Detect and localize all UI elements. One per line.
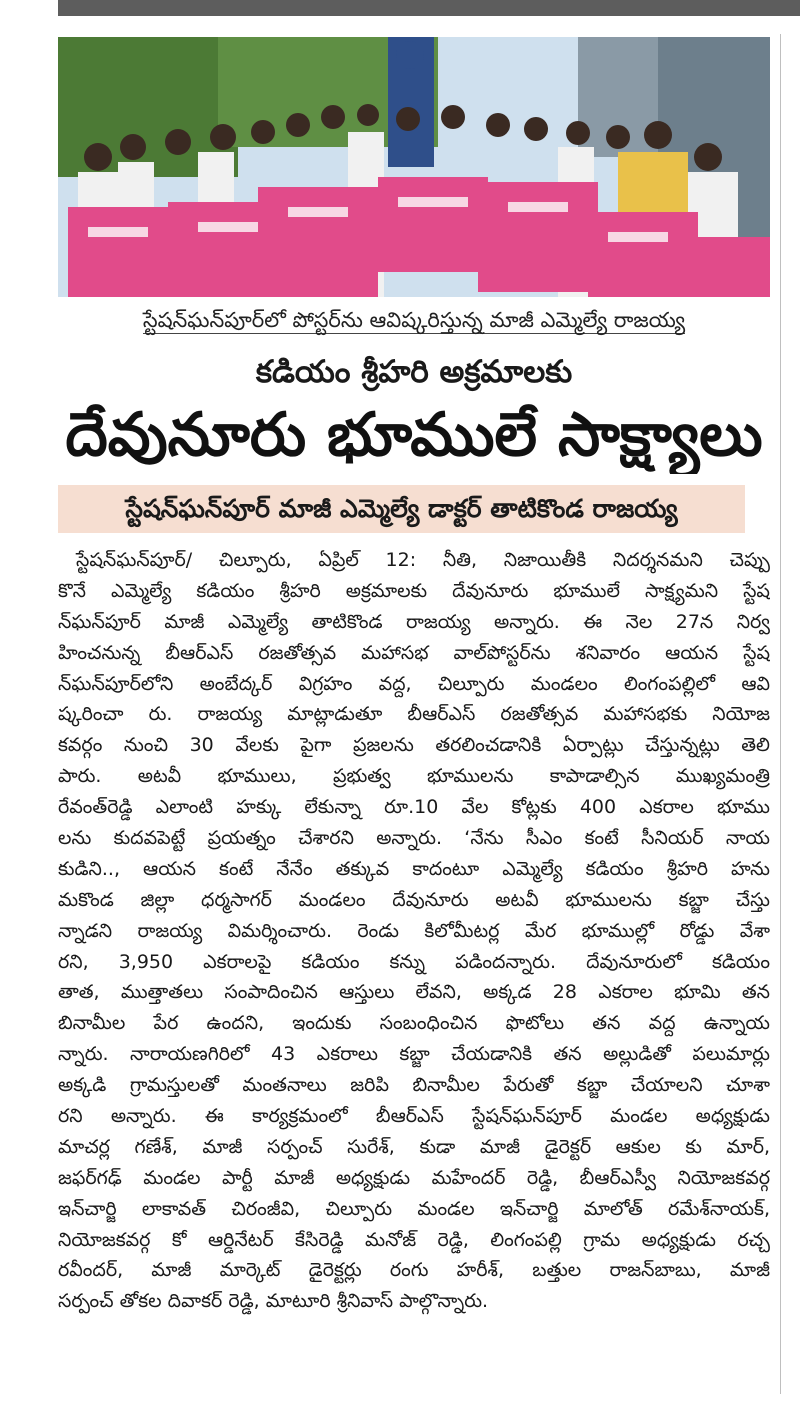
body-line: న్‌ఘన్‌పూర్ మాజీ ఎమ్మెల్యే తాటికొండ రాజయ్య అన్నారు. ఈ నెల 27న నిర్వ xyxy=(58,610,770,633)
body-line: బినామీల పేర ఉందని, ఇందుకు సంబంధించిన ఫొటోలు తన వద్ద ఉన్నాయ xyxy=(58,1012,770,1035)
body-line: పారు. అటవీ భూములు, ప్రభుత్వ భూములను కాపాడాల్సిన ముఖ్యమంత్రి xyxy=(58,765,770,788)
news-photo xyxy=(58,37,770,297)
body-line: కవర్గం నుంచి 30 వేలకు పైగా ప్రజలను తరలించడానికి ఏర్పాట్లు చేస్తున్నట్లు తెలి xyxy=(58,734,770,757)
body-line: అక్కడి గ్రామస్తులతో మంతనాలు జరిపి బినామీల పేరుతో కబ్జా చేయాలని చూశా xyxy=(58,1074,770,1097)
body-line: కుడిని.., ఆయన కంటే నేనేం తక్కువ కాదంటూ ఎమ్మెల్యే కడియం శ్రీహరి హను xyxy=(58,857,770,880)
body-line: కొనే ఎమ్మెల్యే కడియం శ్రీహరి అక్రమాలకు దేవునూరు భూములే సాక్ష్యమని స్టేష xyxy=(58,579,770,602)
body-line: న్నారు. నారాయణగిరిలో 43 ఎకరాలు కబ్జా చేయడానికి తన అల్లుడితో పలుమార్లు xyxy=(58,1043,770,1066)
photo-caption xyxy=(58,302,770,338)
caption-text: స్టేషన్‌ఘన్‌పూర్‌లో పోస్టర్‌ను ఆవిష్కరిస్తున్న మాజీ ఎమ్మెల్యే రాజయ్య xyxy=(142,308,686,332)
body-line: హించనున్న బీఆర్ఎస్ రజతోత్సవ మహాసభ వాల్‌పోస్టర్‌ను శనివారం ఆయన స్టేష xyxy=(58,641,770,664)
body-line: స్టేషన్‌ఘన్‌పూర్/ చిల్పూరు, ఏప్రిల్ 12: నీతి, నిజాయితీకి నిదర్శనమని చెప్పు xyxy=(76,549,770,571)
body-line: నియోజకవర్గ కో ఆర్డినేటర్ కేసిరెడ్డి మనోజ్ రెడ్డి, లింగంపల్లి గ్రామ అధ్యక్షుడు రచ్చ xyxy=(58,1228,770,1251)
main-headline: దేవునూరు భూములే సాక్ష్యాలు xyxy=(65,400,763,470)
body-line: ఇన్‌చార్జి లాకావత్ చిరంజీవి, చిల్పూరు మండల ఇన్‌చార్జి మాలోత్ రమేశ్‌నాయక్, xyxy=(58,1197,770,1220)
kicker-headline: కడియం శ్రీహరి అక్రమాలకు xyxy=(255,354,573,390)
body-line: న్నాడని రాజయ్య విమర్శించారు. రెండు కిలోమీటర్ల మేర భూముల్లో రోడ్డు వేశా xyxy=(58,919,770,942)
body-line: సర్పంచ్ తోకల దివాకర్ రెడ్డి, మాటూరి శ్రీనివాస్ పాల్గొన్నారు. xyxy=(58,1290,489,1313)
body-line: న్‌ఘన్‌పూర్‌లోని అంబేద్కర్ విగ్రహం వద్ద, చిల్పూరు మండలం లింగంపల్లిలో ఆవి xyxy=(58,672,770,695)
subheadline: స్టేషన్‌ఘన్‌పూర్ మాజీ ఎమ్మెల్యే డాక్టర్ తాటికొండ రాజయ్య xyxy=(58,485,745,533)
column-rule xyxy=(780,34,781,1394)
body-line: మకొండ జిల్లా ధర్మసాగర్ మండలం దేవునూరు అటవీ భూములను కబ్జా చేస్తు xyxy=(58,888,770,911)
body-line: తాత, ముత్తాతలు సంపాదించిన ఆస్తులు లేవని, అక్కడ 28 ఎకరాల భూమి తన xyxy=(58,981,770,1004)
body-line: మాచర్ల గణేశ్, మాజీ సర్పంచ్ సురేశ్, కుడా మాజీ డైరెక్టర్ ఆకుల కు మార్, xyxy=(58,1135,770,1158)
body-line: రని, 3,950 ఎకరాలపై కడియం కన్ను పడిందన్నారు. దేవునూరులో కడియం xyxy=(58,950,770,973)
photo-icon xyxy=(58,37,770,297)
article-body xyxy=(58,545,770,1317)
body-line: లను కుదవపెట్టే ప్రయత్నం చేశారని అన్నారు. ‘నేను సీఎం కంటే సీనియర్ నాయ xyxy=(58,827,770,850)
body-line: రని అన్నారు. ఈ కార్యక్రమంలో బీఆర్ఎస్ స్టేషన్‌ఘన్‌పూర్ మండల అధ్యక్షుడు xyxy=(58,1105,770,1128)
body-line: జఫర్‌గఢ్ మండల పార్టీ మాజీ అధ్యక్షుడు మహేందర్ రెడ్డి, బీఆర్ఎస్వీ నియోజకవర్గ xyxy=(58,1166,770,1189)
body-line: ష్కరించా రు. రాజయ్య మాట్లాడుతూ బీఆర్ఎస్ రజతోత్సవ మహాసభకు నియోజ xyxy=(58,703,770,726)
top-bar xyxy=(58,0,800,16)
body-line: రేవంత్‌రెడ్డి ఎలాంటి హక్కు లేకున్నా రూ.10 వేల కోట్లకు 400 ఎకరాల భూము xyxy=(58,796,770,819)
body-line: రవీందర్, మాజీ మార్కెట్ డైరెక్టర్లు రంగు హరీశ్, బత్తుల రాజన్‌బాబు, మాజీ xyxy=(58,1259,770,1282)
